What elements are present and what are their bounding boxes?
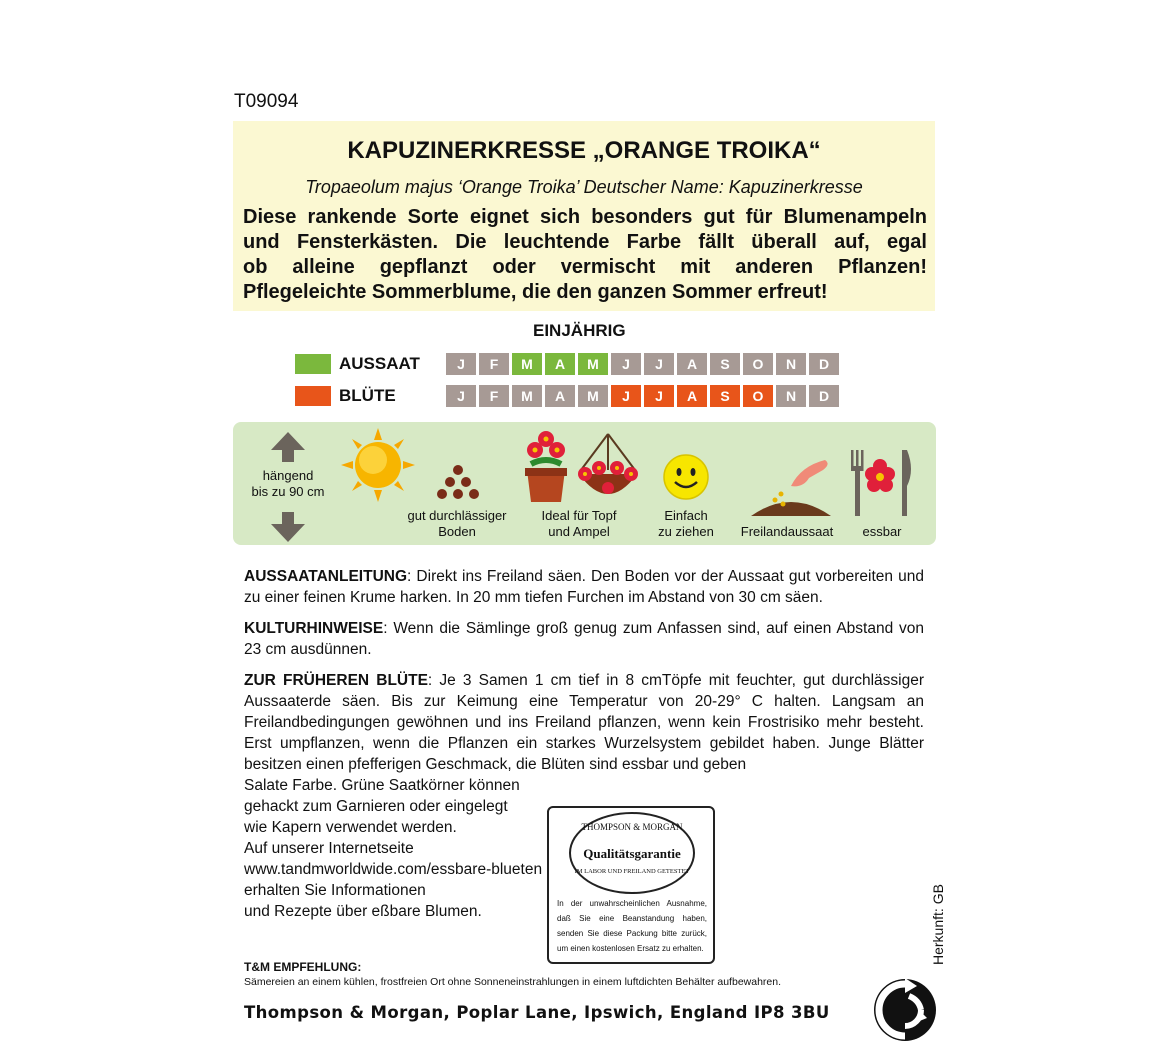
month-cell: J xyxy=(446,353,476,375)
month-cell: O xyxy=(743,353,773,375)
recommendation-heading: T&M EMPFEHLUNG: xyxy=(244,960,362,974)
green-dot-recycling-icon xyxy=(873,978,937,1042)
month-cell: F xyxy=(479,385,509,407)
flower-pot-icon xyxy=(521,430,571,502)
month-cell: S xyxy=(710,353,740,375)
month-cell: D xyxy=(809,353,839,375)
month-cell: M xyxy=(512,353,542,375)
month-cell: A xyxy=(545,385,575,407)
month-cell: S xyxy=(710,385,740,407)
bloom-calendar xyxy=(446,385,842,407)
legend-sowing xyxy=(295,353,420,375)
month-cell: N xyxy=(776,385,806,407)
month-cell: M xyxy=(578,353,608,375)
month-cell: D xyxy=(809,385,839,407)
bloom-label: BLÜTE xyxy=(339,386,396,405)
product-code: T09094 xyxy=(234,91,299,112)
month-cell: M xyxy=(578,385,608,407)
description-line: Diese rankende Sorte eignet sich besonders gut für Blumenampeln xyxy=(243,206,927,228)
seal-brand: THOMPSON & MORGAN xyxy=(581,822,683,832)
sowing-calendar xyxy=(446,353,842,375)
edible-caption: essbar xyxy=(862,524,902,539)
origin-label: Herkunft: GB xyxy=(930,884,946,965)
hanging-basket-icon xyxy=(573,430,643,502)
company-address: Thompson & Morgan, Poplar Lane, Ipswich, England IP8 3BU xyxy=(244,1003,830,1022)
annual-label: EINJÄHRIG xyxy=(533,321,626,340)
description-line: und Fensterkästen. Die leuchtende Farbe fällt überall auf, egal xyxy=(243,231,927,253)
month-cell: J xyxy=(644,385,674,407)
sowing-hand-icon xyxy=(751,456,831,516)
product-description xyxy=(243,205,927,305)
pot-caption: Ideal für Topf und Ampel xyxy=(541,508,617,539)
product-title: KAPUZINERKRESSE „ORANGE TROIKA“ xyxy=(347,137,821,164)
month-cell: F xyxy=(479,353,509,375)
smiley-icon xyxy=(663,454,709,500)
month-cell: A xyxy=(545,353,575,375)
height-caption: hängend bis zu 90 cm xyxy=(251,468,325,499)
icon-strip xyxy=(233,422,936,545)
website-link[interactable]: www.tandmworldwide.com/essbare-blueten xyxy=(244,861,543,878)
sowing-instructions: AUSSAATANLEITUNG: Direkt ins Freiland säen. Den Boden vor der Aussaat gut vorbereiten und zu einer feinen Krume harken. In 20 mm tiefen Furchen im Abstand von 30 cm säen. xyxy=(244,568,924,606)
latin-name: Tropaeolum majus ‘Orange Troika’ Deutscher Name: Kapuzinerkresse xyxy=(305,177,863,197)
month-cell: O xyxy=(743,385,773,407)
month-cell: J xyxy=(446,385,476,407)
sowing-label: AUSSAAT xyxy=(339,354,420,373)
sun-icon xyxy=(341,428,415,502)
sowing-swatch xyxy=(295,354,331,374)
outdoor-caption: Freilandaussaat xyxy=(740,524,834,539)
bloom-swatch xyxy=(295,386,331,406)
seal-title: Qualitätsgarantie xyxy=(583,846,681,861)
month-cell: M xyxy=(512,385,542,407)
quality-seal xyxy=(547,806,715,964)
seal-subtitle: IM LABOR UND FREILAND GETESTET xyxy=(574,868,690,875)
month-cell: A xyxy=(677,353,707,375)
recommendation-text: Sämereien an einem kühlen, frostfreien Ort ohne Sonneneinstrahlungen in einem luftdichten Behälter aufbewahren. xyxy=(244,976,782,988)
month-cell: J xyxy=(611,385,641,407)
soil-icon xyxy=(433,464,483,500)
culture-notes: KULTURHINWEISE: Wenn die Sämlinge groß genug zum Anfassen sind, auf einen Abstand von 23 cm ausdünnen. xyxy=(244,620,924,658)
header-panel xyxy=(233,121,935,311)
soil-caption: gut durchlässiger Boden xyxy=(407,508,507,539)
legend-bloom xyxy=(295,385,396,407)
month-cell: N xyxy=(776,353,806,375)
month-cell: A xyxy=(677,385,707,407)
seal-oval xyxy=(569,812,695,894)
easy-caption: Einfach zu ziehen xyxy=(658,508,714,539)
month-cell: J xyxy=(611,353,641,375)
seal-text: In der unwahrscheinlichen Ausnahme, daß Sie eine Beanstandung haben, senden Sie diese Packung bitte zurück, um einen kostenlosen Ersatz zu erhalten. xyxy=(557,899,707,953)
edible-icon xyxy=(847,448,917,518)
edible-info: Salate Farbe. Grüne Saatkörner können gehackt zum Garnieren oder eingelegt wie Kapern verwendet werden. Auf unserer Internetseite www.tandmworldwide.com/essbare-blueten erhalten Sie Informationen und Rezepte über eßbare Blumen. xyxy=(244,775,924,922)
month-cell: J xyxy=(644,353,674,375)
description-line: ob alleine gepflanzt oder vermischt mit anderen Pflanzen! xyxy=(243,256,927,278)
description-line: Pflegeleichte Sommerblume, die den ganzen Sommer erfreut! xyxy=(243,281,828,303)
early-bloom-notes: ZUR FRÜHEREN BLÜTE: Je 3 Samen 1 cm tief in 8 cmTöpfe mit feuchter, gut durchlässiger Aussaaterde säen. Bis zur Keimung eine Temperatur von 20-29° C halten. Langsam an Freilandbedingungen gewöhnen und ins Freiland pflanzen, wenn kein Frostrisiko mehr besteht. Erst umpflanzen, wenn die Pflanzen ein starkes Wurzelsystem gebildet haben. Junge Blätter besitzen einen pfefferigen Geschmack, die Blüten sind essbar und geben xyxy=(244,672,924,773)
